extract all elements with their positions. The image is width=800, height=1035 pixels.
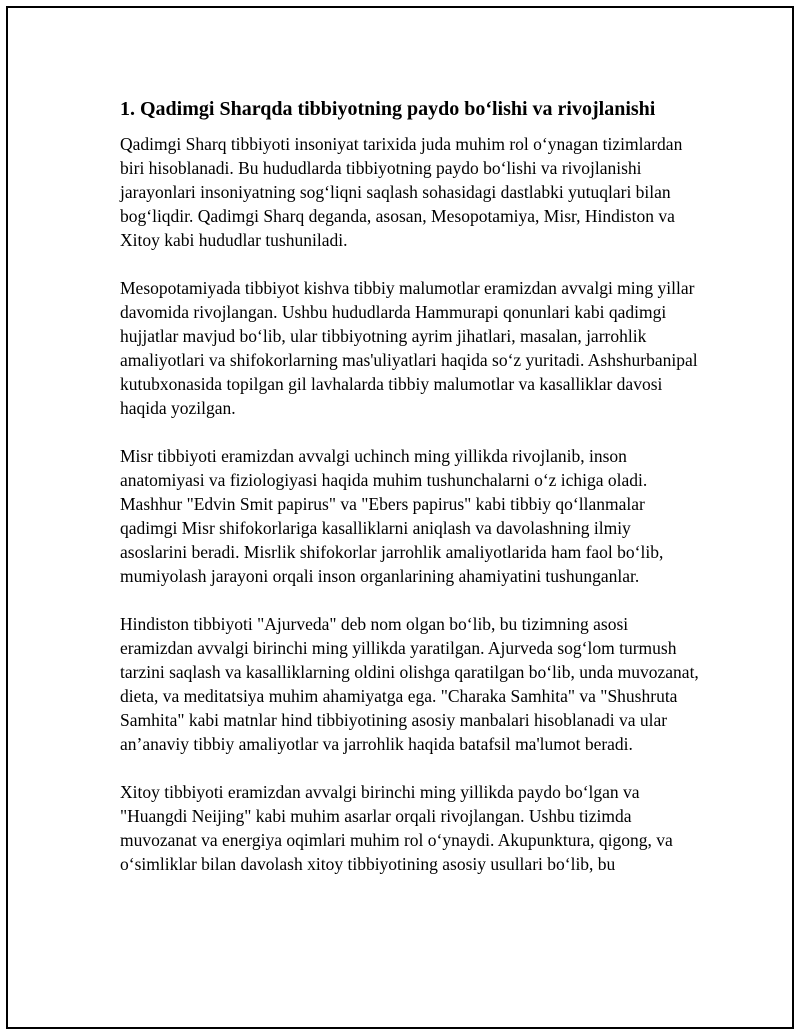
- section-title: 1. Qadimgi Sharqda tibbiyotning paydo bo‘lishi va rivojlanishi: [120, 98, 656, 120]
- paragraph-china: Xitoy tibbiyoti eramizdan avvalgi birinchi ming yillikda paydo bo‘lgan va "Huangdi Neijing" kabi muhim asarlar orqali rivojlangan. Ushbu tizimda muvozanat va energiya oqimlari muhim rol o‘ynaydi. Akupunktura, qigong, va o‘simliklar bilan davolash xitoy tibbiyotining asosiy usullari bo‘lib, bu: [120, 782, 673, 874]
- document-content: [120, 96, 700, 900]
- paragraph-india: Hindiston tibbiyoti "Ajurveda" deb nom olgan bo‘lib, bu tizimning asosi eramizdan avvalgi birinchi ming yillikda yaratilgan. Ajurveda sog‘lom turmush tarzini saqlash va kasalliklarning oldini olishga qaratilgan bo‘lib, unda muvozanat, dieta, va meditatsiya muhim ahamiyatga ega. "Charaka Samhita" va "Shushruta Samhita" kabi matnlar hind tibbiyotining asosiy manbalari hisoblanadi va ular an’anaviy tibbiy amaliyotlar va jarrohlik haqida batafsil ma'lumot beradi.: [120, 614, 699, 754]
- paragraph-mesopotamia: Mesopotamiyada tibbiyot kishva tibbiy malumotlar eramizdan avvalgi ming yillar davomida rivojlangan. Ushbu hududlarda Hammurapi qonunlari kabi qadimgi hujjatlar mavjud bo‘lib, ular tibbiyotning ayrim jihatlari, masalan, jarrohlik amaliyotlari va shifokorlarning mas'uliyatlari haqida so‘z yuritadi. Ashshurbanipal kutubxonasida topilgan gil lavhalarda tibbiy malumotlar va kasalliklar davosi haqida yozilgan.: [120, 278, 698, 418]
- document-page: [6, 6, 794, 1029]
- paragraph-intro: Qadimgi Sharq tibbiyoti insoniyat tarixida juda muhim rol o‘ynagan tizimlardan biri hisoblanadi. Bu hududlarda tibbiyotning paydo bo‘lishi va rivojlanishi jarayonlari insoniyatning sog‘liqni saqlash sohasidagi dastlabki yutuqlari bilan bog‘liqdir. Qadimgi Sharq deganda, asosan, Mesopotamiya, Misr, Hindiston va Xitoy kabi hududlar tushuniladi.: [120, 134, 683, 250]
- paragraph-egypt: Misr tibbiyoti eramizdan avvalgi uchinch ming yillikda rivojlanib, inson anatomiyasi va fiziologiyasi haqida muhim tushunchalarni o‘z ichiga oladi. Mashhur "Edvin Smit papirus" va "Ebers papirus" kabi tibbiy qo‘llanmalar qadimgi Misr shifokorlariga kasalliklarni aniqlash va davolashning ilmiy asoslarini beradi. Misrlik shifokorlar jarrohlik amaliyotlarida ham faol bo‘lib, mumiyolash jarayoni orqali inson organlarining ahamiyatini tushunganlar.: [120, 446, 664, 586]
